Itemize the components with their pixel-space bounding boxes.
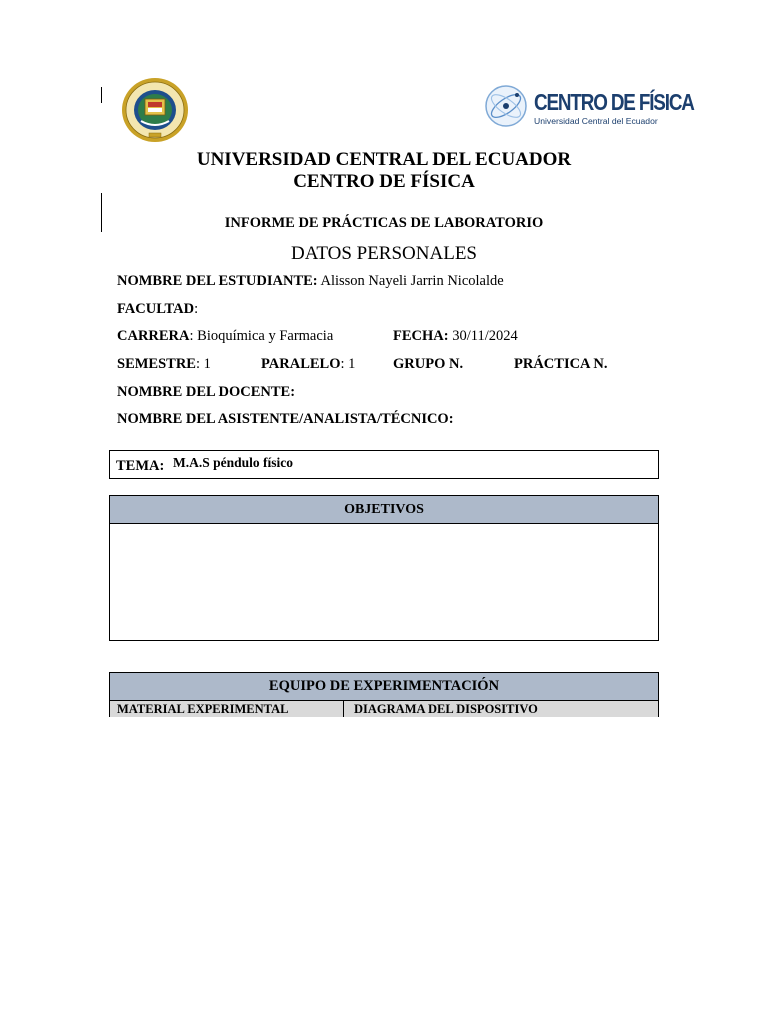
tema-box[interactable] <box>109 450 659 479</box>
field-assistant <box>117 411 454 428</box>
career-label: CARRERA <box>117 328 190 344</box>
equipo-header: EQUIPO DE EXPERIMENTACIÓN <box>110 673 658 701</box>
col-diagrama-dispositivo: DIAGRAMA DEL DISPOSITIVO <box>354 702 538 716</box>
date-value: 30/11/2024 <box>452 328 518 344</box>
field-student: NOMBRE DEL ESTUDIANTE: Alisson Nayeli Jarrin Nicolalde <box>117 273 504 289</box>
field-teacher <box>117 384 295 401</box>
university-title: UNIVERSIDAD CENTRAL DEL ECUADOR <box>196 149 572 170</box>
tema-value[interactable]: M.A.S péndulo físico <box>173 455 294 470</box>
field-career: CARRERA: Bioquímica y Farmacia <box>117 328 334 344</box>
field-date <box>393 328 518 345</box>
date-label: FECHA: <box>393 328 449 344</box>
parallel-value: 1 <box>348 356 356 372</box>
field-semester: SEMESTRE: 1 <box>117 356 211 372</box>
career-value: Bioquímica y Farmacia <box>197 328 334 344</box>
field-faculty: FACULTAD: <box>117 301 199 317</box>
centro-fisica-logo-title: CENTRO DE FÍSICA <box>534 88 694 115</box>
tema-label: TEMA: <box>116 458 165 474</box>
objetivos-content[interactable] <box>110 524 658 640</box>
practice-label: PRÁCTICA N. <box>514 356 608 372</box>
assistant-label: NOMBRE DEL ASISTENTE/ANALISTA/TÉCNICO: <box>117 411 454 427</box>
group-label: GRUPO N. <box>393 356 464 372</box>
field-practice <box>514 356 607 373</box>
field-group <box>393 356 463 373</box>
semester-value: 1 <box>203 356 211 372</box>
centro-fisica-logo <box>484 84 694 132</box>
parallel-label: PARALELO <box>261 356 341 372</box>
student-value: Alisson Nayeli Jarrin Nicolalde <box>320 273 504 289</box>
centro-fisica-logo-subtitle: Universidad Central del Ecuador <box>534 115 658 126</box>
objetivos-table <box>109 495 659 641</box>
field-parallel: PARALELO: 1 <box>261 356 356 372</box>
equipo-columns <box>110 701 658 717</box>
atom-icon <box>484 84 528 133</box>
section-title-datos: DATOS PERSONALES <box>291 243 477 264</box>
teacher-label: NOMBRE DEL DOCENTE: <box>117 384 296 400</box>
report-title: INFORME DE PRÁCTICAS DE LABORATORIO <box>224 215 544 231</box>
university-seal-icon <box>121 77 189 143</box>
text-cursor-top <box>101 87 102 103</box>
semester-label: SEMESTRE <box>117 356 196 372</box>
student-label: NOMBRE DEL ESTUDIANTE <box>117 273 313 289</box>
center-title: CENTRO DE FÍSICA <box>293 171 475 192</box>
equipo-table <box>109 672 659 717</box>
faculty-label: FACULTAD <box>117 301 195 317</box>
objetivos-header: OBJETIVOS <box>110 496 658 524</box>
col-material-experimental: MATERIAL EXPERIMENTAL <box>110 701 344 717</box>
